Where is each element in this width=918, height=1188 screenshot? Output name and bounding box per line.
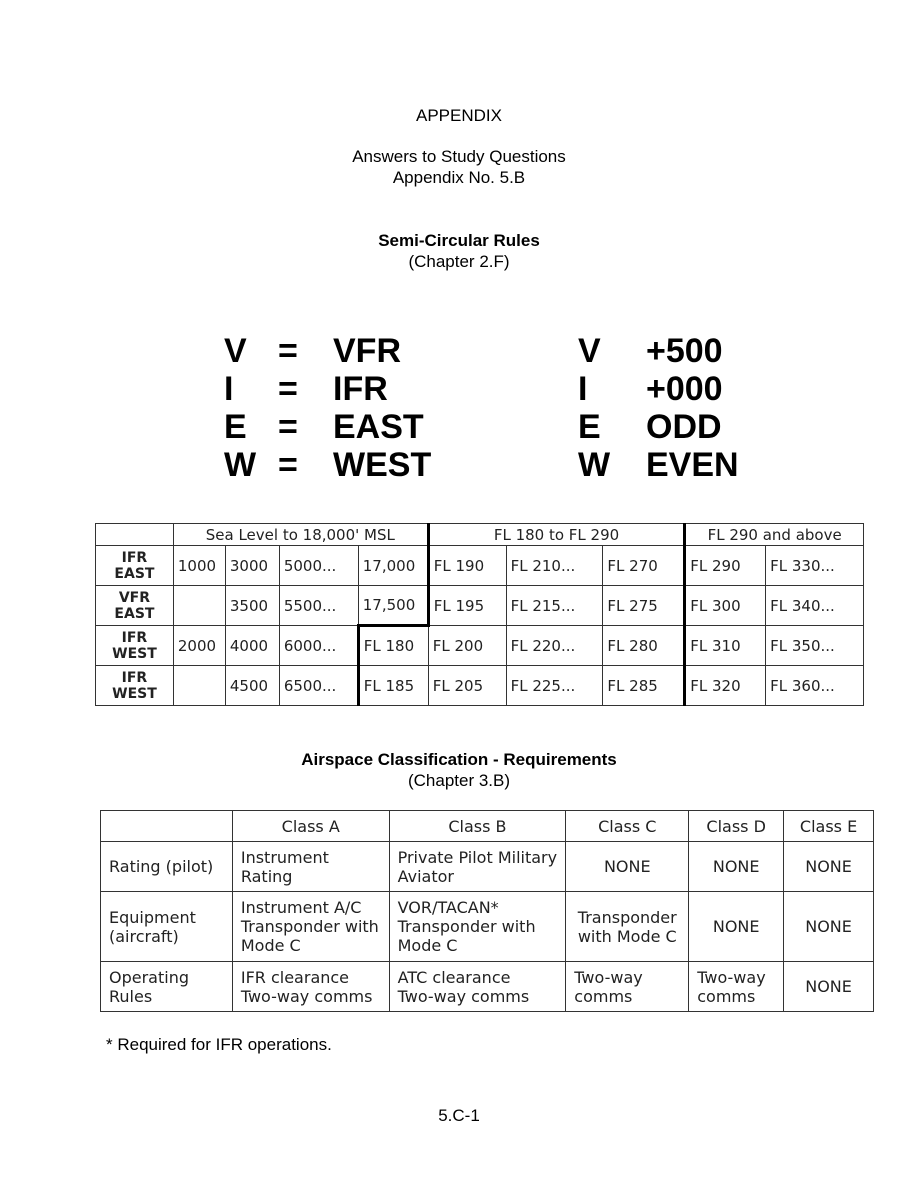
table-row — [96, 626, 864, 666]
row-label: Equipment (aircraft) — [101, 892, 233, 962]
mnemonic-word: WEST — [333, 446, 432, 484]
altitude-table-header-row — [96, 524, 864, 546]
column-header-class-c: Class C — [566, 811, 689, 842]
requirement-cell: ATC clearance Two-way comms — [389, 962, 566, 1012]
requirement-cell: NONE — [566, 842, 689, 892]
equals-sign: = — [278, 446, 298, 484]
altitude-cell: FL 215... — [506, 586, 603, 626]
mnemonic-letter: I — [578, 370, 588, 408]
altitude-cell: FL 185 — [358, 666, 428, 706]
row-label: VFR EAST — [96, 586, 174, 626]
empty-header-cell — [96, 524, 174, 546]
altitude-cell: 5000... — [279, 546, 358, 586]
altitude-cell: FL 280 — [603, 626, 685, 666]
column-header-class-e: Class E — [784, 811, 874, 842]
table-row — [96, 666, 864, 706]
table-row — [101, 892, 874, 962]
altitude-cell: FL 310 — [685, 626, 766, 666]
table-row — [101, 842, 874, 892]
altitude-cell: FL 350... — [766, 626, 864, 666]
altitude-cell: FL 180 — [358, 626, 428, 666]
requirement-cell: Two-way comms — [566, 962, 689, 1012]
column-header-class-d: Class D — [689, 811, 784, 842]
altitude-cell: FL 360... — [766, 666, 864, 706]
requirement-cell: NONE — [784, 962, 874, 1012]
mnemonic-right-letters — [578, 332, 610, 484]
altitude-cell: FL 340... — [766, 586, 864, 626]
mnemonic-letter: I — [224, 370, 234, 408]
mnemonic-letter: V — [224, 332, 247, 370]
row-label: IFR WEST — [96, 666, 174, 706]
page-number: 5.C-1 — [438, 1106, 480, 1125]
altitude-cell — [173, 586, 225, 626]
mnemonic-word: EAST — [333, 408, 424, 446]
mnemonic-equals — [278, 332, 298, 484]
equals-sign: = — [278, 408, 298, 446]
group-header-sea-level: Sea Level to 18,000' MSL — [173, 524, 428, 546]
footnote: * Required for IFR operations. — [106, 1035, 332, 1054]
appendix-heading: APPENDIX — [416, 106, 502, 125]
altitude-cell — [173, 666, 225, 706]
altitude-table — [95, 523, 864, 706]
altitude-cell: 6000... — [279, 626, 358, 666]
mnemonic-word: +500 — [646, 332, 723, 370]
requirement-cell: Instrument Rating — [232, 842, 389, 892]
requirement-cell: Private Pilot Military Aviator — [389, 842, 566, 892]
altitude-cell: FL 205 — [428, 666, 506, 706]
column-header-class-b: Class B — [389, 811, 566, 842]
altitude-cell: FL 210... — [506, 546, 603, 586]
mnemonic-letter: V — [578, 332, 601, 370]
semi-circular-chapter: (Chapter 2.F) — [408, 252, 510, 271]
mnemonic-left-letters — [224, 332, 256, 484]
row-label: Rating (pilot) — [101, 842, 233, 892]
mnemonic-word: EVEN — [646, 446, 739, 484]
mnemonic-letter: W — [224, 446, 257, 484]
table-row — [96, 586, 864, 626]
row-label: IFR WEST — [96, 626, 174, 666]
airspace-title: Airspace Classification - Requirements — [301, 750, 617, 769]
row-label: IFR EAST — [96, 546, 174, 586]
requirement-cell: NONE — [784, 892, 874, 962]
requirement-cell: Two-way comms — [689, 962, 784, 1012]
altitude-cell: 4500 — [225, 666, 279, 706]
requirement-cell: IFR clearance Two-way comms — [232, 962, 389, 1012]
altitude-cell: FL 220... — [506, 626, 603, 666]
empty-header-cell — [101, 811, 233, 842]
equals-sign: = — [278, 370, 298, 408]
requirement-cell: VOR/TACAN* Transponder with Mode C — [389, 892, 566, 962]
airspace-header-row — [101, 811, 874, 842]
altitude-cell: 2000 — [173, 626, 225, 666]
equals-sign: = — [278, 332, 298, 370]
mnemonic-word: ODD — [646, 408, 722, 446]
altitude-cell: FL 200 — [428, 626, 506, 666]
altitude-cell: 5500... — [279, 586, 358, 626]
mnemonic-right-words — [646, 332, 739, 484]
table-row — [101, 962, 874, 1012]
altitude-cell: FL 320 — [685, 666, 766, 706]
mnemonic-letter: W — [578, 446, 611, 484]
mnemonic-word: +000 — [646, 370, 723, 408]
semi-circular-title: Semi-Circular Rules — [378, 231, 540, 250]
subtitle-appendix-number: Appendix No. 5.B — [392, 168, 526, 187]
altitude-cell: 17,500 — [358, 586, 428, 626]
mnemonic-letter: E — [224, 408, 247, 446]
altitude-cell: 1000 — [173, 546, 225, 586]
altitude-cell: 17,000 — [358, 546, 428, 586]
altitude-cell: 6500... — [279, 666, 358, 706]
mnemonic-letter: E — [578, 408, 601, 446]
group-header-fl180-290: FL 180 to FL 290 — [428, 524, 685, 546]
requirement-cell: Transponder with Mode C — [566, 892, 689, 962]
altitude-cell: FL 190 — [428, 546, 506, 586]
mnemonic-word: VFR — [333, 332, 401, 370]
altitude-cell: FL 275 — [603, 586, 685, 626]
altitude-cell: FL 225... — [506, 666, 603, 706]
requirement-cell: NONE — [689, 892, 784, 962]
altitude-cell: FL 270 — [603, 546, 685, 586]
airspace-chapter: (Chapter 3.B) — [407, 771, 511, 790]
table-row — [96, 546, 864, 586]
requirement-cell: Instrument A/C Transponder with Mode C — [232, 892, 389, 962]
altitude-cell: FL 300 — [685, 586, 766, 626]
altitude-cell: 3500 — [225, 586, 279, 626]
altitude-cell: FL 195 — [428, 586, 506, 626]
requirement-cell: NONE — [689, 842, 784, 892]
altitude-cell: 3000 — [225, 546, 279, 586]
altitude-cell: 4000 — [225, 626, 279, 666]
row-label: Operating Rules — [101, 962, 233, 1012]
altitude-cell: FL 290 — [685, 546, 766, 586]
airspace-table — [100, 810, 874, 1012]
mnemonic-left-words — [333, 332, 431, 484]
mnemonic-word: IFR — [333, 370, 388, 408]
column-header-class-a: Class A — [232, 811, 389, 842]
subtitle-answers: Answers to Study Questions — [352, 147, 566, 166]
altitude-cell: FL 285 — [603, 666, 685, 706]
requirement-cell: NONE — [784, 842, 874, 892]
altitude-cell: FL 330... — [766, 546, 864, 586]
group-header-fl290-above: FL 290 and above — [685, 524, 864, 546]
